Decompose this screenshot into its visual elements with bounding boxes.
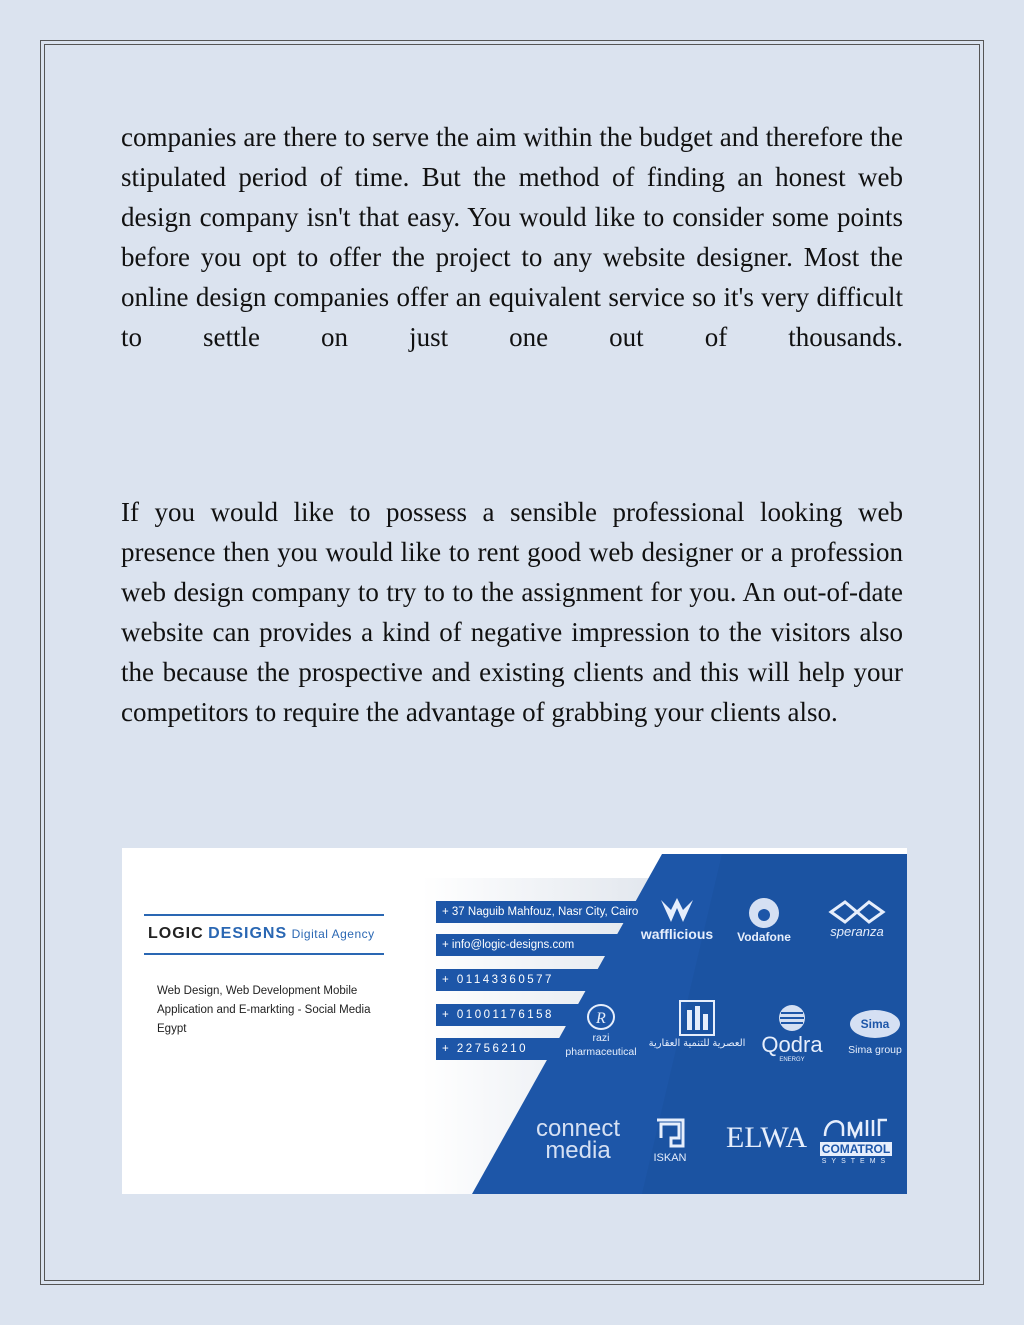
iskan-icon <box>653 1116 687 1152</box>
sima-logo-badge: Sima <box>850 1010 900 1038</box>
vodafone-icon <box>747 896 781 930</box>
client-speranza: speranza <box>812 900 902 939</box>
wafflicious-icon <box>659 896 695 926</box>
client-comatrol: COMATROL SYSTEMS <box>808 1114 904 1165</box>
client-elwa: ELWA <box>726 1121 808 1154</box>
razi-icon <box>586 1003 616 1031</box>
client-alasria: العصرية للتنمية العقارية <box>647 998 747 1049</box>
qodra-icon <box>777 1003 807 1033</box>
contact-address: + 37 Naguib Mahfouz, Nasr City, Cairo <box>436 901 646 923</box>
contact-phone-3: + 22756210 <box>436 1038 646 1060</box>
paragraph-1: companies are there to serve the aim within the budget and therefore the stipulated period of time. But the method of finding an honest web design company isn't that easy. You would like to consider some points before you opt to offer the project to any website designer. Most the online design companies offer an equivalent service so it's very difficult to settle on just one out of thousands. <box>121 122 903 352</box>
paragraph-2: If you would like to possess a sensible professional looking web presence then you would like to rent good web designer or a profession web design company to try to to the assignment for you. An out-of-date website can provides a kind of negative impression to the visitors also the because the prospective and existing clients and this will help your competitors to require the advantage of grabbing your clients also. <box>121 497 903 727</box>
logic-designs-logo <box>148 925 388 943</box>
client-wafflicious: wafflicious <box>627 896 727 942</box>
contact-phone-2: + 01001176158 <box>436 1004 646 1026</box>
client-iskan: ISKAN <box>642 1116 698 1164</box>
contact-email: + info@logic-designs.com <box>436 934 646 956</box>
speranza-icon <box>827 900 887 924</box>
client-connect-media: connect media <box>535 1115 621 1164</box>
svg-text:R: R <box>596 1010 606 1027</box>
client-razi: R razi pharmaceutical <box>560 1003 642 1059</box>
logo-rule-top <box>144 914 384 916</box>
client-qodra: Qodra ENERGY <box>752 1003 832 1063</box>
logo-word-agency: Digital Agency <box>291 927 375 941</box>
contact-phone-1: + 01143360577 <box>436 969 646 991</box>
logo-word-logic: LOGIC <box>148 925 204 942</box>
client-sima: Sima Sima group <box>842 1010 907 1056</box>
alasria-icon <box>677 998 717 1038</box>
company-banner-image <box>122 848 907 1194</box>
client-vodafone: Vodafone <box>724 896 804 944</box>
logo-word-designs: DESIGNS <box>208 925 288 942</box>
logo-rule-bottom <box>144 953 384 955</box>
comatrol-icon <box>821 1114 891 1140</box>
agency-tagline: Web Design, Web Development Mobile Application and E-markting - Social Media Egypt <box>157 985 371 1035</box>
